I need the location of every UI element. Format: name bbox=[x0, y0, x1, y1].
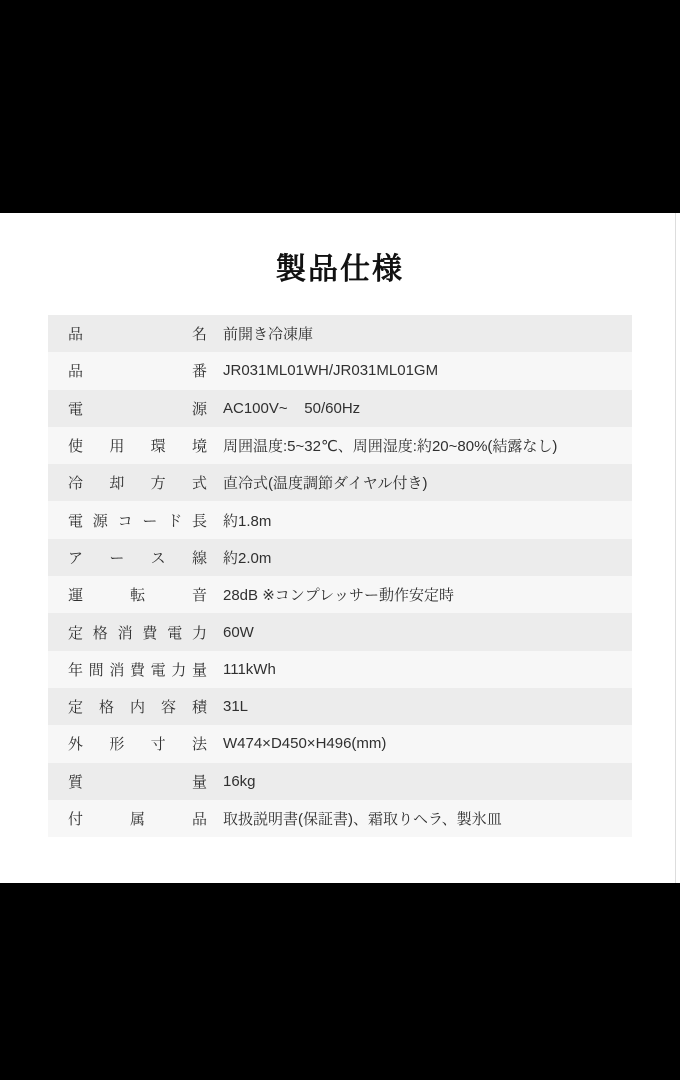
spec-value: 約1.8m bbox=[223, 512, 272, 530]
spec-row bbox=[48, 501, 632, 538]
spec-value: 31L bbox=[223, 698, 249, 716]
spec-label: 使 用 環 境 bbox=[68, 438, 207, 456]
spec-row bbox=[48, 390, 632, 427]
spec-value: 前開き冷凍庫 bbox=[223, 326, 314, 344]
spec-row bbox=[48, 725, 632, 762]
spec-row bbox=[48, 613, 632, 650]
spec-row bbox=[48, 427, 632, 464]
spec-label: 電 源 コ ー ド 長 bbox=[68, 512, 207, 530]
spec-value: 直冷式(温度調節ダイヤル付き) bbox=[223, 475, 428, 493]
letterbox-top bbox=[0, 0, 680, 213]
spec-row bbox=[48, 651, 632, 688]
spec-value: 60W bbox=[223, 623, 254, 641]
spec-value: 約2.0m bbox=[223, 549, 272, 567]
spec-row bbox=[48, 352, 632, 389]
spec-value: 周囲温度:5~32℃、周囲湿度:約20~80%(結露なし) bbox=[223, 438, 558, 456]
spec-row bbox=[48, 576, 632, 613]
spec-label: 冷 却 方 式 bbox=[68, 475, 207, 493]
spec-row bbox=[48, 688, 632, 725]
spec-value: AC100V~ 50/60Hz bbox=[223, 399, 361, 417]
spec-label: 定 格 内 容 積 bbox=[68, 699, 207, 717]
spec-value: 28dB ※コンプレッサー動作安定時 bbox=[223, 587, 455, 605]
spec-value: 16kg bbox=[223, 772, 256, 790]
spec-label: 年 間 消 費 電 力 量 bbox=[68, 661, 207, 679]
spec-row bbox=[48, 464, 632, 501]
spec-value: JR031ML01WH/JR031ML01GM bbox=[223, 362, 439, 380]
spec-label: 品 名 bbox=[68, 326, 207, 344]
spec-label: ア ー ス 線 bbox=[68, 549, 207, 567]
spec-label: 外 形 寸 法 bbox=[68, 736, 207, 754]
spec-label: 付 属 品 bbox=[68, 811, 207, 828]
spec-label: 品 番 bbox=[68, 363, 207, 381]
spec-table bbox=[48, 315, 632, 837]
spec-value: 111kWh bbox=[223, 660, 276, 678]
spec-page bbox=[0, 213, 680, 883]
letterbox-bottom bbox=[0, 883, 680, 1080]
page-title: 製品仕様 bbox=[276, 253, 404, 286]
spec-value: 取扱説明書(保証書)、霜取りヘラ、製氷皿 bbox=[223, 811, 502, 828]
spec-value: W474×D450×H496(mm) bbox=[223, 735, 387, 753]
spec-row bbox=[48, 763, 632, 800]
spec-row bbox=[48, 800, 632, 837]
spec-row bbox=[48, 315, 632, 352]
page-edge-line bbox=[675, 213, 676, 883]
spec-label: 電 源 bbox=[68, 400, 207, 418]
spec-label: 質 量 bbox=[68, 773, 207, 791]
spec-row bbox=[48, 539, 632, 576]
spec-label: 定 格 消 費 電 力 bbox=[68, 624, 207, 642]
spec-label: 運 転 音 bbox=[68, 587, 207, 605]
